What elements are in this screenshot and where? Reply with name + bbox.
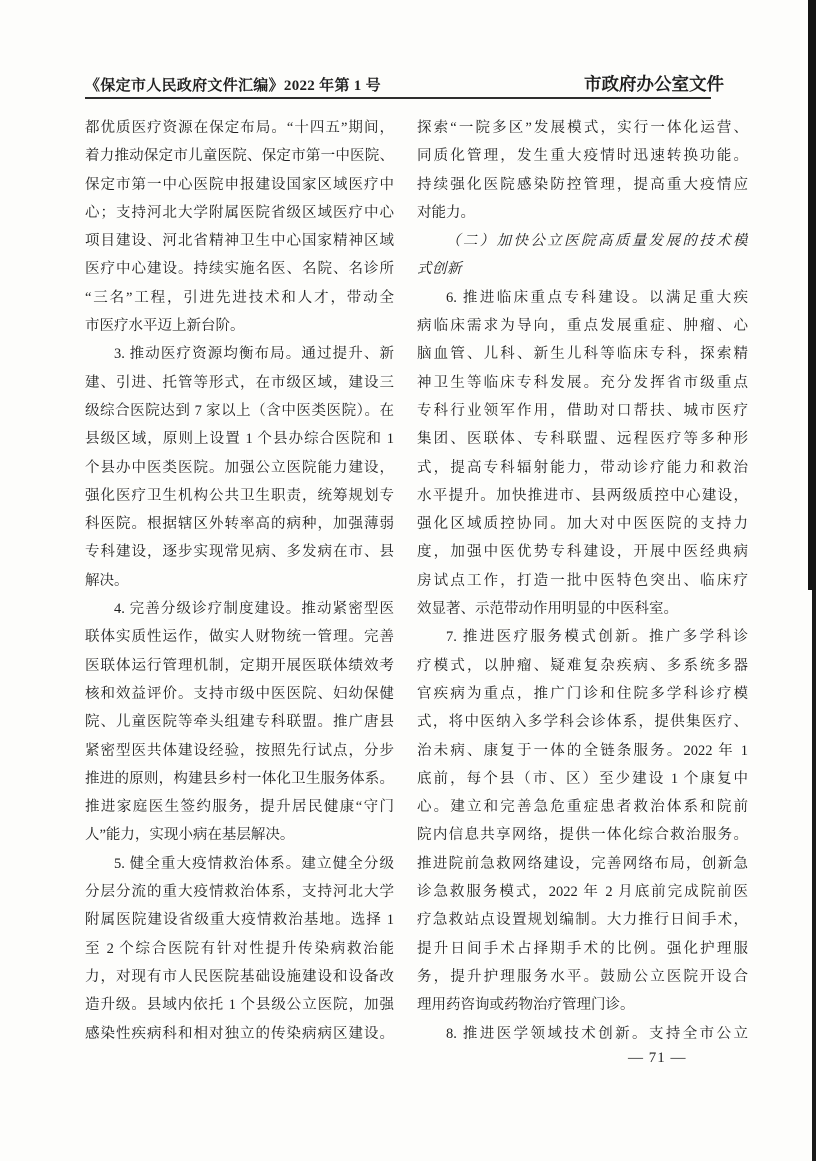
text-line: 解决。 [85,572,129,589]
paragraph [85,340,394,595]
text-line: 脑血管、儿科、新生儿科等临床专科，探索精 [417,346,748,363]
text-line: 强化医疗卫生机构公共卫生职责，统筹规划专 [85,487,394,504]
text-line: 心；支持河北大学附属医院省级区域医疗中心 [85,204,394,221]
text-line: 式创新 [417,261,462,278]
text-line: 感染性疾病科和相对独立的传染病病区建设。 [85,1025,394,1042]
text-line: 至 2 个综合医院有针对性提升传染病救治能 [85,940,394,957]
paragraph [417,1020,748,1048]
text-line: 务，提升护理服务水平。鼓励公立医院开设合 [417,968,748,985]
text-line: 专科行业领军作用，借助对口帮扶、城市医疗 [417,402,748,419]
header-divider [85,97,711,99]
text-line: 都优质医疗资源在保定布局。“十四五”期间， [85,120,394,136]
text-line: 3. 推动医疗资源均衡布局。通过提升、新 [114,346,394,363]
text-line: 建、引进、托管等形式，在市级区域，建设三 [85,374,394,391]
paragraph [85,114,394,340]
text-line: 院内信息共享网络，提供一体化综合救治服务。 [417,827,748,844]
text-line: 探索“一院多区”发展模式，实行一体化运营、 [417,120,748,136]
text-line: 人”能力，实现小病在基层解决。 [85,827,295,844]
left-text-column [85,114,394,1048]
scan-edge-shadow [808,0,816,590]
text-line: 效显著、示范带动作用明显的中医科室。 [417,601,678,618]
text-line: 理用药咨询或药物治疗管理门诊。 [417,997,635,1014]
header-left-title: 《保定市人民政府文件汇编》2022 年第 1 号 [85,78,381,94]
right-text-column [417,114,748,1048]
text-line: 水平提升。加快推进市、县两级质控中心建设， [417,487,748,504]
paragraph [417,623,748,1019]
text-line: 市医疗水平迈上新台阶。 [85,318,245,335]
text-line: 神卫生等临床专科发展。充分发挥省市级重点 [417,374,748,391]
text-line: 6. 推进临床重点专科建设。以满足重大疾 [446,289,748,306]
text-line: 专科建设，逐步实现常见病、多发病在市、县 [85,544,394,561]
text-line: 院、儿童医院等牵头组建专科联盟。推广唐县 [85,714,394,731]
text-line: 诊急救服务模式，2022 年 2 月底前完成院前医 [417,884,748,901]
text-line: 医联体运行管理机制，定期开展医联体绩效考 [85,657,394,674]
text-line: 着力推动保定市儿童医院、保定市第一中医院、 [85,148,394,165]
text-line: 病临床需求为导向，重点发展重症、肿瘤、心 [417,318,748,335]
text-line: 8. 推进医学领域技术创新。支持全市公立 [446,1025,748,1042]
text-line: 造升级。县域内依托 1 个县级公立医院，加强 [85,997,394,1014]
paragraph [85,595,394,850]
text-line: 核和效益评价。支持市级中医医院、妇幼保健 [85,685,394,702]
text-line: 个县办中医类医院。加强公立医院能力建设， [85,459,394,476]
section-heading [417,227,748,284]
text-line: 疗模式，以肿瘤、疑难复杂疾病、多系统多器 [417,657,748,674]
text-line: 7. 推进医疗服务模式创新。推广多学科诊 [446,629,748,646]
text-line: 底前，每个县（市、区）至少建设 1 个康复中 [417,770,748,787]
text-line: 医疗中心建设。持续实施名医、名院、名诊所 [85,261,394,278]
text-line: 推进家庭医生签约服务，提升居民健康“守门 [85,799,394,816]
text-line: 县级区域，原则上设置 1 个县办综合医院和 1 [85,431,394,448]
paragraph [417,114,748,227]
text-line: 项目建设、河北省精神卫生中心国家精神区域 [85,233,394,250]
text-line: 强化区域质控协同。加大对中医医院的支持力 [417,516,748,533]
text-line: 分层分流的重大疫情救治体系，支持河北大学 [85,884,394,901]
header-right-title: 市政府办公室文件 [584,74,724,94]
text-line: 联体实质性运作，做实人财物统一管理。完善 [85,629,394,646]
text-line: 推进的原则，构建县乡村一体化卫生服务体系。 [85,770,394,787]
text-line: 保定市第一中心医院申报建设国家区域医疗中 [85,176,394,193]
text-line: 附属医院建设省级重大疫情救治基地。选择 1 [85,912,394,929]
text-line: 心。建立和完善急危重症患者救治体系和院前 [417,799,748,816]
paragraph [417,284,748,624]
text-line: 疗急救站点设置规划编制。大力推行日间手术， [417,912,748,929]
text-line: 科医院。根据辖区外转率高的病种，加强薄弱 [85,516,394,533]
text-line: 房试点工作，打造一批中医特色突出、临床疗 [417,572,748,589]
page-number: — 71 — [628,1050,687,1066]
text-line: 力，对现有市人民医院基础设施建设和设备改 [85,968,394,985]
text-line: 5. 健全重大疫情救治体系。建立健全分级 [114,855,394,872]
text-line: 集团、医联体、专科联盟、远程医疗等多种形 [417,431,748,448]
text-line: 式，提高专科辐射能力，带动诊疗能力和救治 [417,459,748,476]
text-line: 持续强化医院感染防控管理，提高重大疫情应 [417,176,748,193]
text-line: 官疾病为重点，推广门诊和住院多学科诊疗模 [417,685,748,702]
text-line: “三名”工程，引进先进技术和人才，带动全 [85,289,394,306]
text-line: 推进院前急救网络建设，完善网络布局，创新急 [417,855,748,872]
text-line: 对能力。 [417,204,475,221]
paragraph [85,850,394,1048]
text-line: 同质化管理，发生重大疫情时迅速转换功能。 [417,148,748,165]
text-line: 度，加强中医优势专科建设，开展中医经典病 [417,544,748,561]
text-line: （二）加快公立医院高质量发展的技术模 [446,233,748,250]
text-line: 式，将中医纳入多学科会诊体系，提供集医疗、 [417,714,748,731]
text-line: 级综合医院达到 7 家以上（含中医类医院）。在 [85,402,394,419]
text-line: 4. 完善分级诊疗制度建设。推动紧密型医 [114,601,394,618]
text-line: 治未病、康复于一体的全链条服务。2022 年 1 [417,742,748,759]
scan-edge-shadow [812,590,816,1161]
text-line: 紧密型医共体建设经验，按照先行试点，分步 [85,742,394,759]
text-line: 提升日间手术占择期手术的比例。强化护理服 [417,940,748,957]
